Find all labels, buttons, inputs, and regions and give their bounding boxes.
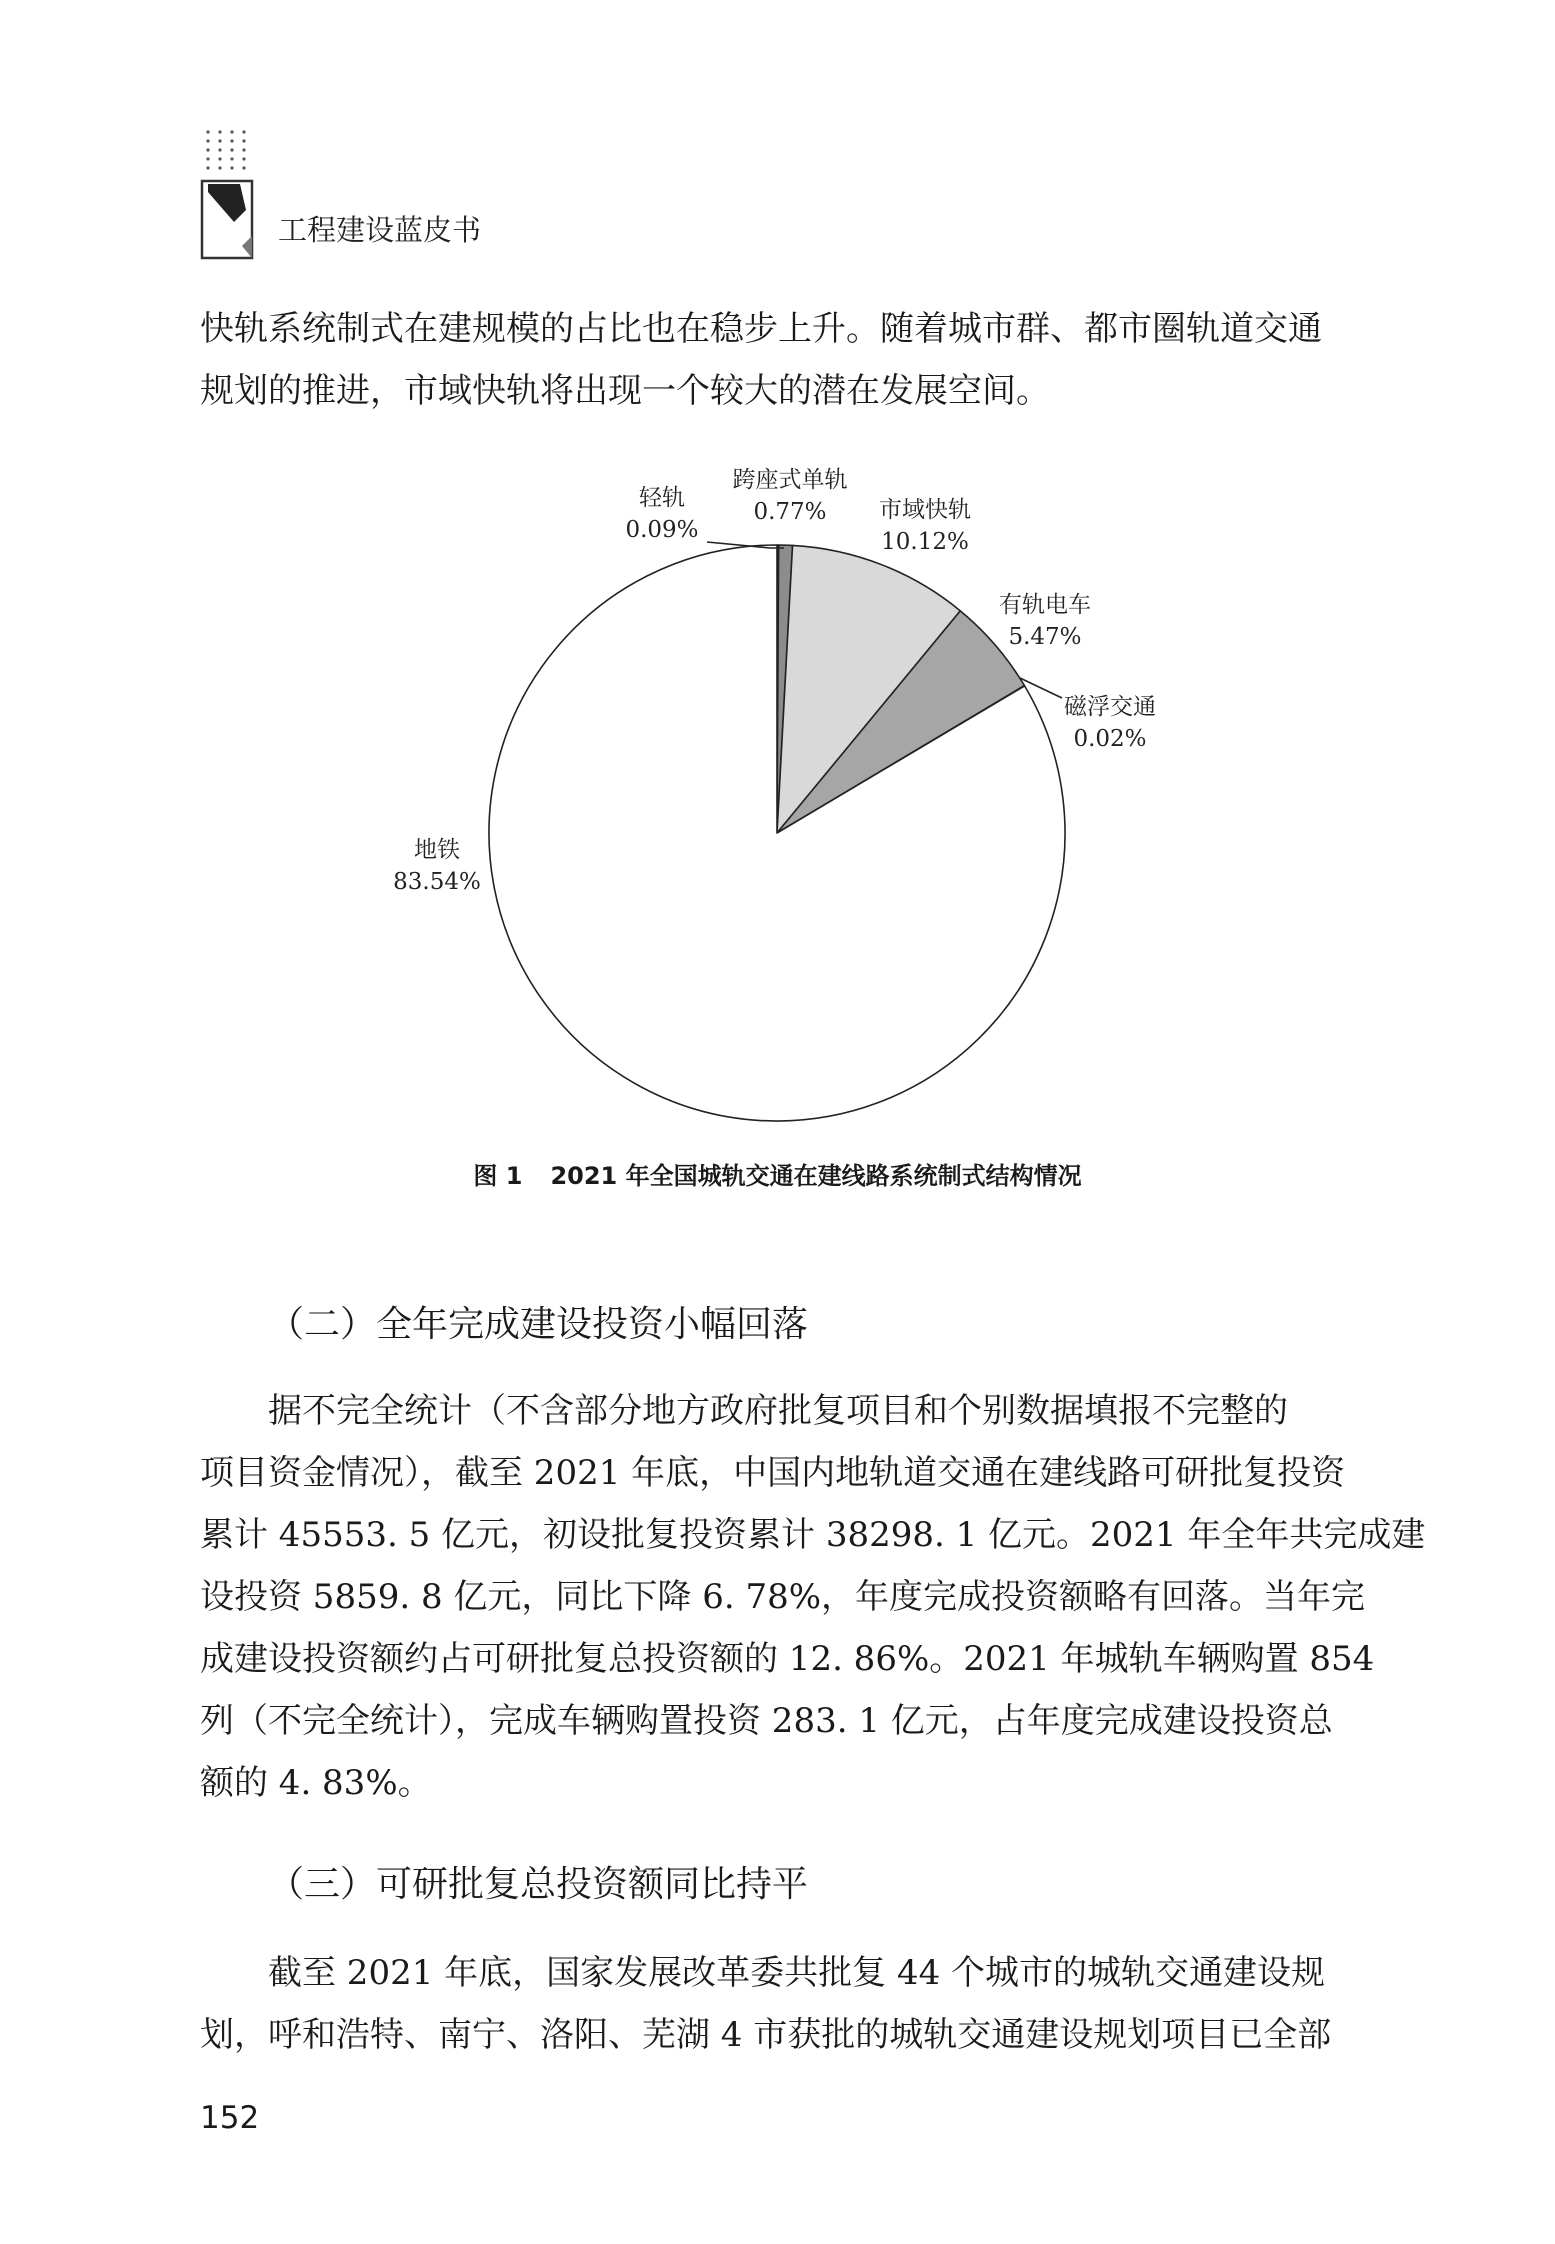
intro-paragraph (200, 298, 1360, 422)
text-line: 额的 4. 83%。 (200, 1763, 432, 1803)
pie-slices (489, 545, 1065, 1121)
section2-paragraph (200, 1380, 1426, 1814)
text-line: 划，呼和浩特、南宁、洛阳、芜湖 4 市获批的城轨交通建设规划项目已全部 (200, 2015, 1332, 2055)
text-line: 列（不完全统计），完成车辆购置投资 283. 1 亿元，占年度完成建设投资总 (200, 1701, 1333, 1741)
text-line: 快轨系统制式在建规模的占比也在稳步上升。随着城市群、都市圈轨道交通 (200, 309, 1322, 349)
book-series-logo-icon (200, 128, 260, 260)
slice-value-suburban-rail: 10.12% (881, 529, 969, 555)
text-line: 设投资 5859. 8 亿元，同比下降 6. 78%，年度完成投资额略有回落。当年完 (200, 1577, 1366, 1617)
slice-value-maglev: 0.02% (1073, 726, 1147, 752)
text-line: 项目资金情况），截至 2021 年底，中国内地轨道交通在建线路可研批复投资 (200, 1453, 1346, 1493)
figure-caption (0, 1156, 1555, 1191)
slice-label-tram: 有轨电车 (999, 592, 1091, 618)
section3-paragraph (200, 1942, 1360, 2066)
text-line: 累计 45553. 5 亿元，初设批复投资累计 38298. 1 亿元。2021 年全年共完成建 (200, 1515, 1426, 1555)
slice-label-metro: 地铁 (414, 837, 460, 863)
slice-label-light-rail: 轻轨 (639, 485, 685, 511)
section-heading: （三）可研批复总投资额同比持平 (268, 1864, 809, 1905)
slice-value-light-rail: 0.09% (625, 517, 699, 543)
slice-label-maglev: 磁浮交通 (1064, 694, 1156, 720)
page-number: 152 (200, 2100, 260, 2136)
text-line: 据不完全统计（不含部分地方政府批复项目和个别数据填报不完整的 (268, 1391, 1288, 1431)
figure-title: 2021 年全国城轨交通在建线路系统制式结构情况 (550, 1162, 1082, 1190)
text-line: 规划的推进，市域快轨将出现一个较大的潜在发展空间。 (200, 371, 1050, 411)
slice-value-metro: 83.54% (393, 869, 481, 895)
slice-value-tram: 5.47% (1008, 624, 1082, 650)
book-title: 工程建设蓝皮书 (278, 213, 482, 247)
text-line: 成建设投资额约占可研批复总投资额的 12. 86%。2021 年城轨车辆购置 854 (200, 1639, 1375, 1679)
slice-value-monorail: 0.77% (753, 499, 827, 525)
text-line: 截至 2021 年底，国家发展改革委共批复 44 个城市的城轨交通建设规 (268, 1953, 1326, 1993)
slice-label-suburban-rail: 市域快轨 (879, 497, 971, 523)
slice-label-monorail: 跨座式单轨 (732, 467, 848, 493)
figure-number: 图 1 (473, 1162, 523, 1190)
pie-chart (0, 430, 1555, 1130)
section-heading: （二）全年完成建设投资小幅回落 (268, 1304, 809, 1345)
